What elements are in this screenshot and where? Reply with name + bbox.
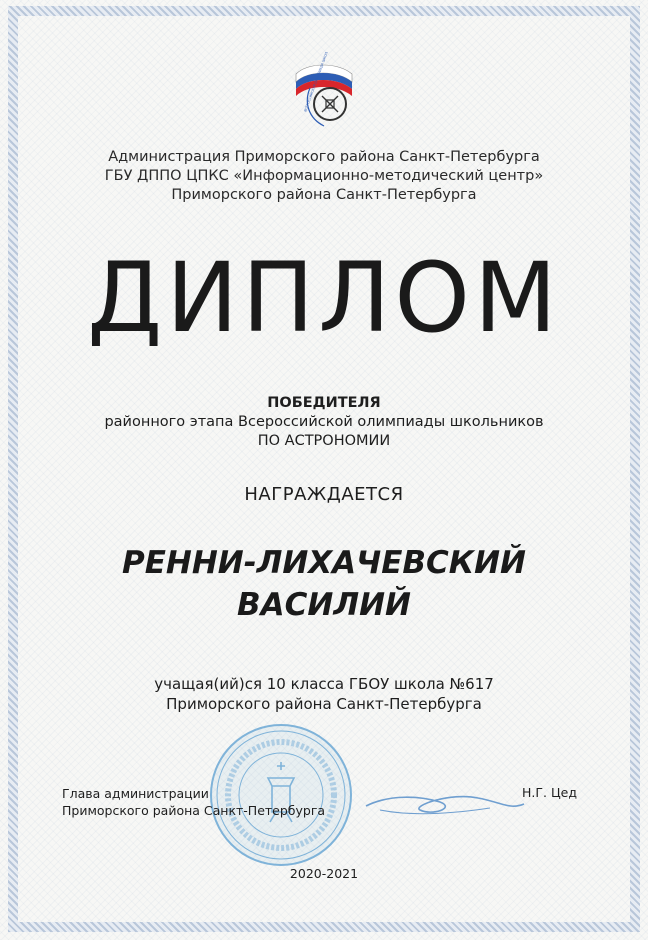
diploma-title: ДИПЛОМ: [87, 242, 561, 354]
signer-title-line: Глава администрации: [62, 786, 209, 801]
signer-title-line: Приморского района Санкт-Петербурга: [62, 803, 326, 818]
student-class-line: учащая(ий)ся 10 класса ГБОУ школа №617: [154, 675, 494, 693]
issuing-organization: [0, 148, 648, 205]
recipient-name: [0, 542, 648, 626]
stage-line: районного этапа Всероссийской олимпиады школьников: [104, 414, 544, 430]
subject-line: ПО АСТРОНОМИИ: [257, 433, 391, 449]
signer-name: Н.Г. Цед: [522, 785, 577, 800]
org-line: Приморского района Санкт-Петербурга: [171, 187, 477, 203]
student-district-line: Приморского района Санкт-Петербурга: [166, 695, 482, 713]
handwritten-signature: [360, 780, 530, 830]
awarded-label: НАГРАЖДАЕТСЯ: [244, 484, 404, 505]
winner-block: [0, 394, 648, 451]
recipient-firstname: ВАСИЛИЙ: [237, 587, 411, 623]
signer-title: [62, 785, 325, 819]
winner-label: ПОБЕДИТЕЛЯ: [267, 395, 381, 411]
olympiad-logo: [286, 52, 362, 132]
academic-year: 2020-2021: [289, 866, 359, 881]
student-info: [0, 674, 648, 714]
org-line: Администрация Приморского района Санкт-Петербурга: [108, 149, 540, 165]
org-line: ГБУ ДППО ЦПКС «Информационно-методический центр»: [104, 168, 544, 184]
recipient-surname: РЕННИ-ЛИХАЧЕВСКИЙ: [121, 545, 526, 581]
